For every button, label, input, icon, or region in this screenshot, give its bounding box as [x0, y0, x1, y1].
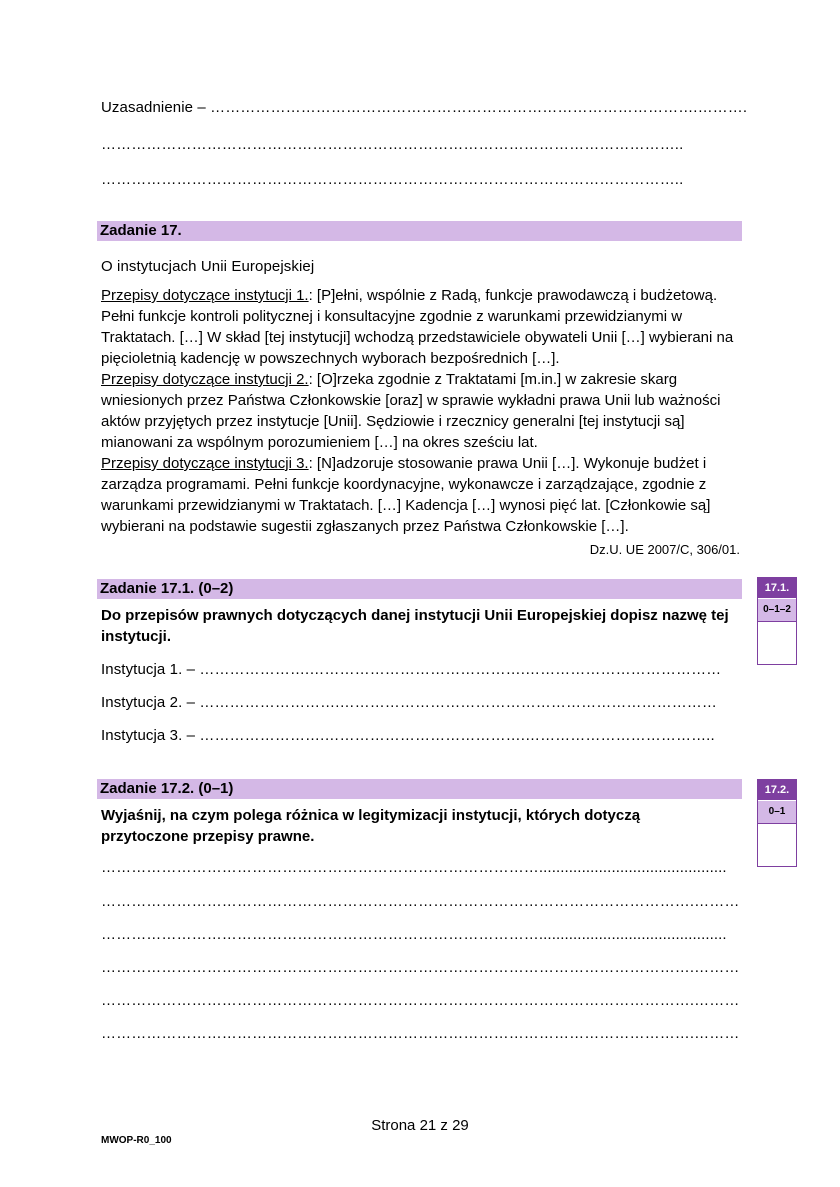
answer-institution-3[interactable]: [101, 727, 715, 744]
score-range: 0–1: [758, 800, 796, 823]
justification-dash: –: [197, 99, 206, 116]
answer-line[interactable]: ……………………………………………………………………………………………………….………: [101, 1025, 740, 1042]
justification-line-1[interactable]: [101, 99, 747, 116]
answer-institution-1[interactable]: [101, 661, 721, 678]
institution-1-body: : [P]ełni, wspólnie z Radą, funkcje prawodawczą i budżetową. Pełni funkcje kontroli politycznej i konsultacyjne zgodnie z warunkami przewidzianymi w Traktatach. […] W skład [tej instytucji] wchodzą przedstawiciele obywateli Unii […] wybierani na pięcioletnią kadencję w powszechnych wyborach bezpośrednich […].: [101, 287, 734, 367]
justification-label: Uzasadnienie: [101, 99, 194, 116]
justification-dots: …………………………………………………………………………………….……….: [210, 99, 748, 116]
score-entry-field[interactable]: [758, 621, 796, 664]
score-id: 17.2.: [758, 780, 796, 800]
justification-line-3[interactable]: ……………………………………………………………………………………………………..: [101, 171, 684, 188]
task-17-title: Zadanie 17.: [100, 222, 182, 239]
answer-line[interactable]: ……………………………………………………………………………………………………….………: [101, 959, 740, 976]
source-citation: Dz.U. UE 2007/C, 306/01.: [589, 542, 740, 557]
answer-label: Instytucja 2. –: [101, 694, 196, 711]
institution-3-body: : [N]adzoruje stosowanie prawa Unii […]. Wykonuje budżet i zarządza programami. Pełni funkcje koordynacyjne, wykonawcze i zarządzające, zgodnie z warunkami przewidzianymi w Traktatach. […] Kadencja […] wynosi pięć lat. [Członkowie są] wybierani na podstawie sugestii zgłaszanych przez Państwa Członkowskie […].: [101, 455, 711, 535]
answer-label: Instytucja 3. –: [101, 727, 196, 744]
task-17-2-header-bar: [97, 779, 742, 799]
answer-line[interactable]: ……………………………………………………………………………............................................: [101, 926, 727, 943]
answer-line[interactable]: ……………………………………………………………………………………………………….………: [101, 992, 740, 1009]
institution-1-label: Przepisy dotyczące instytucji 1.: [101, 287, 309, 304]
score-box-17-1: [757, 577, 797, 665]
institution-2-body: : [O]rzeka zgodnie z Traktatami [m.in.] w zakresie skarg wniesionych przez Państwa Członkowskie [oraz] w sprawie wykładni prawa Unii lub ważności aktów przyjętych przez instytucje [Unii]. Sędziowie i rzecznicy generalni [tej instytucji są] mianowani za wspólnym porozumieniem […] na okres sześciu lat.: [101, 371, 721, 451]
task-17-subtitle: O instytucjach Unii Europejskiej: [101, 258, 315, 275]
institution-1-text: [101, 285, 741, 369]
answer-label: Instytucja 1. –: [101, 661, 196, 678]
institution-3-label: Przepisy dotyczące instytucji 3.: [101, 455, 309, 472]
task-17-1-header-bar: [97, 579, 742, 599]
answer-institution-2[interactable]: [101, 694, 717, 711]
score-box-17-2: [757, 779, 797, 867]
answer-dots: …………………….………………………………….………………………………..: [199, 727, 715, 744]
justification-line-2[interactable]: ……………………………………………………………………………………………………..: [101, 136, 684, 153]
page-number: Strona 21 z 29: [371, 1117, 469, 1134]
task-17-2-instruction: Wyjaśnij, na czym polega różnica w legitymizacji instytucji, których dotyczą przytoczone przepisy prawne.: [101, 807, 641, 845]
answer-dots: ……………………….…………………………………………………………………: [199, 694, 718, 711]
score-entry-field[interactable]: [758, 823, 796, 866]
task-17-1-title: Zadanie 17.1. (0–2): [100, 580, 234, 597]
institution-3-text: [101, 453, 741, 537]
task-17-2-title: Zadanie 17.2. (0–1): [100, 780, 234, 797]
task-17-1-instruction: Do przepisów prawnych dotyczących danej instytucji Unii Europejskiej dopisz nazwę tej instytucji.: [101, 607, 729, 645]
document-code: MWOP-R0_100: [101, 1135, 172, 1146]
answer-line[interactable]: ……………………………………………………………………………………………………….………: [101, 893, 740, 910]
institution-2-text: [101, 369, 741, 453]
score-id: 17.1.: [758, 578, 796, 598]
answer-line[interactable]: ……………………………………………………………………………............................................: [101, 859, 727, 876]
score-range: 0–1–2: [758, 598, 796, 621]
answer-dots: ………………….…………………………………….…………………………………: [199, 661, 722, 678]
institution-2-label: Przepisy dotyczące instytucji 2.: [101, 371, 309, 388]
task-17-header-bar: [97, 221, 742, 241]
